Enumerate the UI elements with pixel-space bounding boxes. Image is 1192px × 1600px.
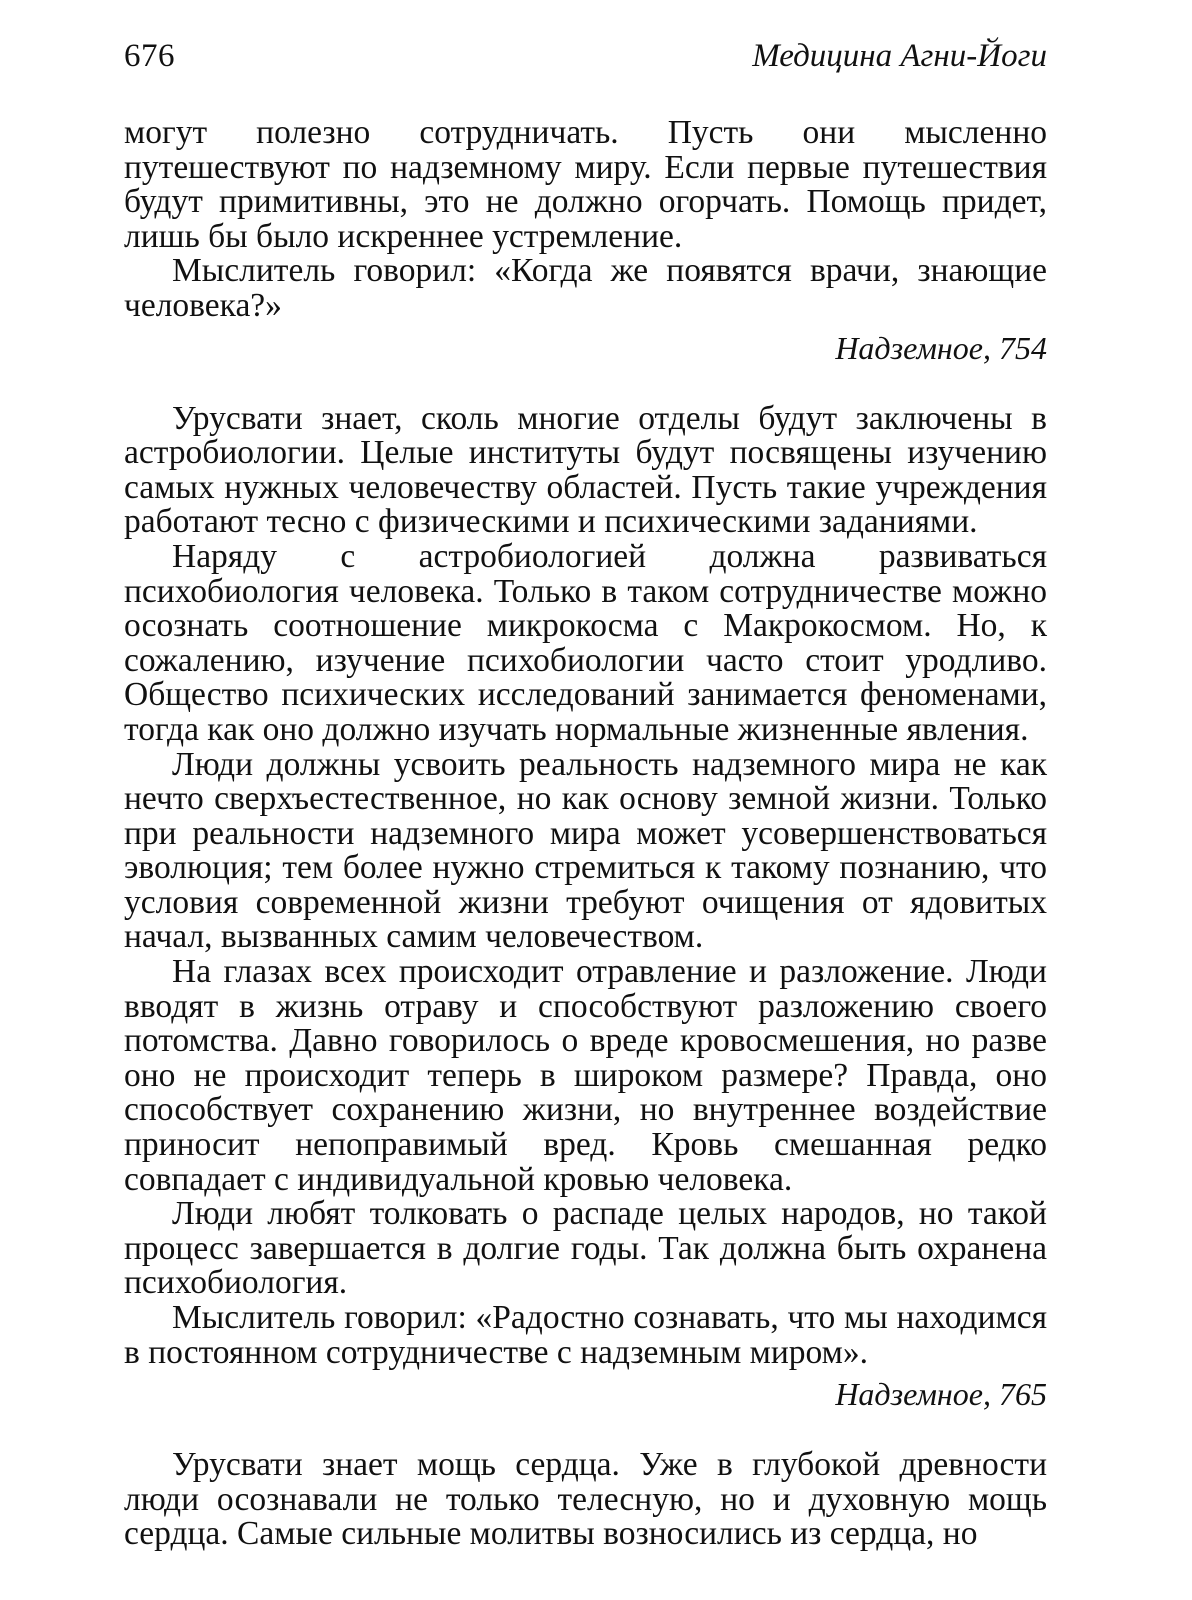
paragraph-thinker-quote-1: Мыслитель говорил: «Когда же появятся врачи, знающие человека?»	[124, 252, 1047, 324]
book-page	[124, 38, 1047, 1552]
source-citation-765: Надземное, 765	[835, 1376, 1047, 1413]
paragraph-peoples-decay: Люди любят толковать о распаде целых народов, но такой процесс завершается в долгие годы. Так должна быть охранена психобиология.	[124, 1195, 1047, 1302]
paragraph-psychobiology: Наряду с астробиологией должна развиваться психобиология человека. Только в таком сотрудничестве можно осознать соотношение микрокосма с Макрокосмом. Но, к сожалению, изучение психобиологии часто стоит уродливо. Общество психических исследований занимается феноменами, тогда как оно должно изучать нормальные жизненные явления.	[124, 537, 1047, 748]
paragraph-astrobiology: Урусвати знает, сколь многие отделы будут заключены в астробиологии. Целые институты будут посвящены изучению самых нужных человечеству областей. Пусть такие учреждения работают тесно с физическими и психическими заданиями.	[124, 399, 1047, 541]
paragraph-continuation: могут полезно сотрудничать. Пусть они мысленно путешествуют по надземному миру. Если первые путешествия будут примитивны, это не должно огорчать. Помощь придет, лишь бы было искреннее устремление.	[124, 114, 1047, 255]
page-number: 676	[124, 38, 175, 74]
paragraph-supermundane-reality: Люди должны усвоить реальность надземного мира не как нечто сверхъестественное, но как основу земной жизни. Только при реальности надземного мира может усовершенствоваться эволюция; тем более нужно стремиться к такому познанию, что условия современной жизни требуют очищения от ядовитых начал, вызванных самим человечеством.	[124, 745, 1047, 956]
page-header	[124, 38, 1047, 86]
running-title: Медицина Агни-Йоги	[752, 38, 1047, 74]
source-citation-754: Надземное, 754	[835, 329, 1047, 366]
paragraph-poisoning: На глазах всех происходит отравление и разложение. Люди вводят в жизнь отраву и способствуют разложению своего потомства. Давно говорилось о вреде кровосмешения, но разве оно не происходит теперь в широком размере? Правда, оно способствует сохранению жизни, но внутреннее воздействие приносит непоправимый вред. Кровь смешанная редко совпадает с индивидуальной кровью человека.	[124, 953, 1047, 1198]
paragraph-heart-power: Урусвати знает мощь сердца. Уже в глубокой древности люди осознавали не только телесную, но и духовную мощь сердца. Самые сильные молитвы возносились из сердца, но	[124, 1446, 1047, 1553]
paragraph-thinker-quote-2: Мыслитель говорил: «Радостно сознавать, что мы находимся в постоянном сотрудничестве с надземным миром».	[124, 1299, 1047, 1371]
